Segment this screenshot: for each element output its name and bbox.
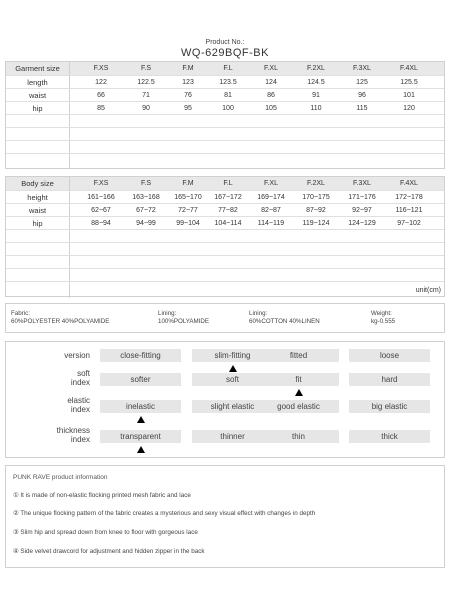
product-number-label: Product No.: xyxy=(205,39,245,46)
selected-marker-icon xyxy=(295,389,303,396)
attribute-label-line: index xyxy=(70,435,90,444)
attribute-label-line: index xyxy=(70,405,90,414)
info-title: PUNK RAVE product information xyxy=(13,474,108,481)
attribute-option: slim-fitting xyxy=(192,349,273,362)
attribute-option: softer xyxy=(100,373,181,386)
table-cell: 76 xyxy=(184,91,192,99)
product-info-panel xyxy=(5,465,445,568)
table-title: Body size xyxy=(6,177,70,190)
empty-row xyxy=(6,140,444,153)
attribute-option: fitted xyxy=(258,349,339,362)
attribute-option: loose xyxy=(349,349,430,362)
table-cell: 171~176 xyxy=(348,193,376,201)
table-cell: 122 xyxy=(95,78,107,86)
table-row xyxy=(6,190,444,203)
table-row xyxy=(6,216,444,229)
attribute-option: thin xyxy=(258,430,339,443)
table-header-row xyxy=(6,177,444,190)
attribute-option: thinner xyxy=(192,430,273,443)
table-cell: 163~168 xyxy=(132,193,160,201)
selected-marker-icon xyxy=(137,416,145,423)
table-title: Garment size xyxy=(6,62,70,75)
table-cell: 104~114 xyxy=(214,219,242,227)
selected-marker-icon xyxy=(137,446,145,453)
table-cell: 81 xyxy=(224,91,232,99)
empty-row xyxy=(6,229,444,242)
table-cell: 90 xyxy=(142,104,150,112)
empty-row xyxy=(6,268,444,281)
row-label: waist xyxy=(6,204,70,216)
table-cell: 101 xyxy=(403,91,415,99)
row-label: length xyxy=(6,76,70,88)
table-cell: 72~77 xyxy=(178,206,198,214)
garment-size-table xyxy=(5,61,445,169)
table-header-row xyxy=(6,62,444,75)
table-cell: 114~119 xyxy=(257,219,285,227)
table-cell: 161~166 xyxy=(87,193,115,201)
table-cell: 94~99 xyxy=(136,219,156,227)
table-cell: 71 xyxy=(142,91,150,99)
fabric-block xyxy=(11,310,109,326)
table-cell: 97~102 xyxy=(397,219,421,227)
empty-row xyxy=(6,127,444,140)
empty-row xyxy=(6,255,444,268)
table-cell: 124.5 xyxy=(307,78,325,86)
weight-block xyxy=(371,310,395,326)
table-cell: 123 xyxy=(182,78,194,86)
lining-value-2: 60%COTTON 40%LINEN xyxy=(249,318,320,325)
attribute-option: hard xyxy=(349,373,430,386)
column-header: F.XS xyxy=(93,65,109,72)
column-header: F.M xyxy=(182,180,194,187)
column-header: F.S xyxy=(140,65,152,72)
column-header: F.S xyxy=(140,180,152,187)
table-cell: 110 xyxy=(310,104,322,112)
attribute-label-line: index xyxy=(70,378,90,387)
row-label: height xyxy=(6,191,70,203)
table-cell: 66 xyxy=(97,91,105,99)
table-cell: 77~82 xyxy=(218,206,238,214)
table-cell: 124~129 xyxy=(348,219,376,227)
table-cell: 167~172 xyxy=(214,193,242,201)
table-cell: 115 xyxy=(356,104,368,112)
column-header: F.XL xyxy=(263,180,278,187)
fabric-label: Fabric: xyxy=(11,310,30,317)
table-cell: 169~174 xyxy=(257,193,285,201)
table-cell: 100 xyxy=(222,104,234,112)
column-header: F.M xyxy=(182,65,194,72)
feature-item-4: ④ Side velvet drawcord for adjustment and hidden zipper in the back xyxy=(13,548,205,555)
attribute-label xyxy=(6,369,90,387)
attribute-label xyxy=(6,426,90,444)
table-row xyxy=(6,75,444,88)
attribute-label xyxy=(6,396,90,414)
row-label: hip xyxy=(6,217,70,229)
attribute-label-line: thickness xyxy=(56,426,90,435)
attribute-option: soft xyxy=(192,373,273,386)
attribute-option: close-fitting xyxy=(100,349,181,362)
body-size-table xyxy=(5,176,445,297)
empty-row xyxy=(6,153,444,168)
column-header: F.2XL xyxy=(307,180,325,187)
table-cell: 92~97 xyxy=(352,206,372,214)
table-cell: 85 xyxy=(97,104,105,112)
attribute-label-line: version xyxy=(64,351,90,360)
table-cell: 120 xyxy=(403,104,415,112)
column-header: F.XS xyxy=(93,180,109,187)
table-cell: 86 xyxy=(267,91,275,99)
column-header: F.3XL xyxy=(353,65,371,72)
product-code: WQ-629BQF-BK xyxy=(181,47,269,59)
weight-value: kg-0.555 xyxy=(371,318,396,325)
lining-block-2 xyxy=(249,310,320,326)
table-cell: 125.5 xyxy=(400,78,418,86)
empty-row xyxy=(6,281,444,298)
column-header: F.2XL xyxy=(307,65,325,72)
attribute-option: good elastic xyxy=(258,400,339,413)
table-cell: 87~92 xyxy=(306,206,326,214)
table-cell: 172~178 xyxy=(395,193,423,201)
table-cell: 116~121 xyxy=(395,206,423,214)
attribute-label-line: elastic xyxy=(67,396,90,405)
attribute-label xyxy=(6,351,90,360)
table-row xyxy=(6,203,444,216)
row-label: hip xyxy=(6,102,70,114)
empty-row xyxy=(6,114,444,127)
feature-item-1: ① It is made of non-elastic flocking printed mesh fabric and lace xyxy=(13,492,191,499)
table-cell: 105 xyxy=(265,104,277,112)
table-cell: 123.5 xyxy=(219,78,237,86)
unit-label: unit(cm) xyxy=(415,286,441,294)
table-row xyxy=(6,88,444,101)
column-header: F.4XL xyxy=(400,180,418,187)
column-header: F.L xyxy=(223,180,233,187)
table-cell: 95 xyxy=(184,104,192,112)
table-cell: 165~170 xyxy=(174,193,202,201)
selected-marker-icon xyxy=(229,365,237,372)
table-cell: 96 xyxy=(358,91,366,99)
table-cell: 99~104 xyxy=(176,219,200,227)
attribute-option: slight elastic xyxy=(192,400,273,413)
empty-row xyxy=(6,242,444,255)
attribute-panel xyxy=(5,341,445,458)
table-cell: 125 xyxy=(356,78,368,86)
fabric-info-band xyxy=(5,303,445,333)
table-cell: 170~175 xyxy=(302,193,330,201)
column-header: F.L xyxy=(223,65,233,72)
attribute-option: thick xyxy=(349,430,430,443)
weight-label: Weight: xyxy=(371,310,392,317)
lining-block-1 xyxy=(158,310,209,326)
attribute-label-line: soft xyxy=(77,369,90,378)
table-cell: 122.5 xyxy=(137,78,155,86)
row-label: waist xyxy=(6,89,70,101)
attribute-option: inelastic xyxy=(100,400,181,413)
column-header: F.3XL xyxy=(353,180,371,187)
table-cell: 82~87 xyxy=(261,206,281,214)
table-row xyxy=(6,101,444,114)
table-cell: 67~72 xyxy=(136,206,156,214)
attribute-option: big elastic xyxy=(349,400,430,413)
table-cell: 62~67 xyxy=(91,206,111,214)
fabric-value: 60%POLYESTER 40%POLYAMIDE xyxy=(11,318,110,325)
column-header: F.XL xyxy=(263,65,278,72)
feature-item-2: ② The unique flocking pattern of the fabric creates a mysterious and sexy visual effect with changes in depth xyxy=(13,510,316,517)
lining-label-1: Lining: xyxy=(158,310,177,317)
table-cell: 119~124 xyxy=(302,219,330,227)
attribute-option: transparent xyxy=(100,430,181,443)
attribute-option: fit xyxy=(258,373,339,386)
table-cell: 124 xyxy=(265,78,277,86)
feature-item-3: ③ Slim hip and spread down from knee to floor with gorgeous lace xyxy=(13,529,198,536)
table-cell: 91 xyxy=(312,91,320,99)
lining-label-2: Lining: xyxy=(249,310,268,317)
table-cell: 88~94 xyxy=(91,219,111,227)
lining-value-1: 100%POLYAMIDE xyxy=(158,318,210,325)
column-header: F.4XL xyxy=(400,65,418,72)
